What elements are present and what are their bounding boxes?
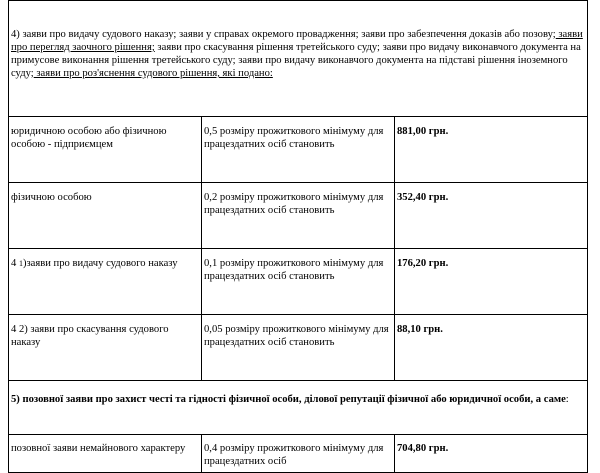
header-part1: 4) заяви про видачу судового наказу; заяви у справах окремого провадження; заяви про забезпечення доказів або позову;: [11, 29, 556, 40]
table-row: [9, 249, 588, 315]
fee-table: [8, 0, 588, 473]
section-5-header: [9, 381, 588, 435]
row-amount: 88,10 грн.: [395, 315, 588, 381]
row-rate: 0,5 розміру прожиткового мінімуму для працездатних осіб становить: [202, 117, 395, 183]
table-row: [9, 435, 588, 473]
row-name: позовної заяви немайнового характеру: [9, 435, 202, 473]
row-rate: 0,4 розміру прожиткового мінімуму для працездатних осіб: [202, 435, 395, 473]
table-row: [9, 183, 588, 249]
row-name: фізичною особою: [9, 183, 202, 249]
section-4-header: [9, 1, 588, 117]
row-name: юридичною особою або фізичною особою - підприємцем: [9, 117, 202, 183]
header-part3: заяви про скасування рішення третейського суду; заяви про видачу виконавчого документа на примусове виконання рішення третейського суду; заяви про видачу виконавчого документа на підставі рішення іноземного суду;: [11, 42, 581, 79]
row-rate: 0,2 розміру прожиткового мінімуму для працездатних осіб становить: [202, 183, 395, 249]
row-name-prefix: 4: [11, 258, 19, 269]
header-part2: заяви про перегляд заочного рішення;: [11, 29, 583, 53]
table-row: [9, 117, 588, 183]
row-rate: 0,1 розміру прожиткового мінімуму для працездатних осіб становить: [202, 249, 395, 315]
section-5-tail: :: [565, 394, 569, 405]
row-name-rest: )заяви про видачу судового наказу: [22, 258, 178, 269]
row-amount: 704,80 грн.: [395, 435, 588, 473]
row-amount: 352,40 грн.: [395, 183, 588, 249]
section-4-header-row: [9, 1, 588, 117]
table-row: [9, 315, 588, 381]
row-amount: 176,20 грн.: [395, 249, 588, 315]
row-amount: 881,00 грн.: [395, 117, 588, 183]
row-name: 4 2) заяви про скасування судового наказу: [9, 315, 202, 381]
row-name: [9, 249, 202, 315]
row-name-sub: 1: [18, 259, 23, 268]
section-5-title: 5) позовної заяви про захист честі та гідності фізичної особи, ділової репутації фізичної або юридичної особи, а саме: [11, 394, 566, 405]
row-rate: 0,05 розміру прожиткового мінімуму для працездатних осіб становить: [202, 315, 395, 381]
header-part4: заяви про роз'яснення судового рішення, які подано:: [33, 68, 273, 79]
section-5-header-row: [9, 381, 588, 435]
